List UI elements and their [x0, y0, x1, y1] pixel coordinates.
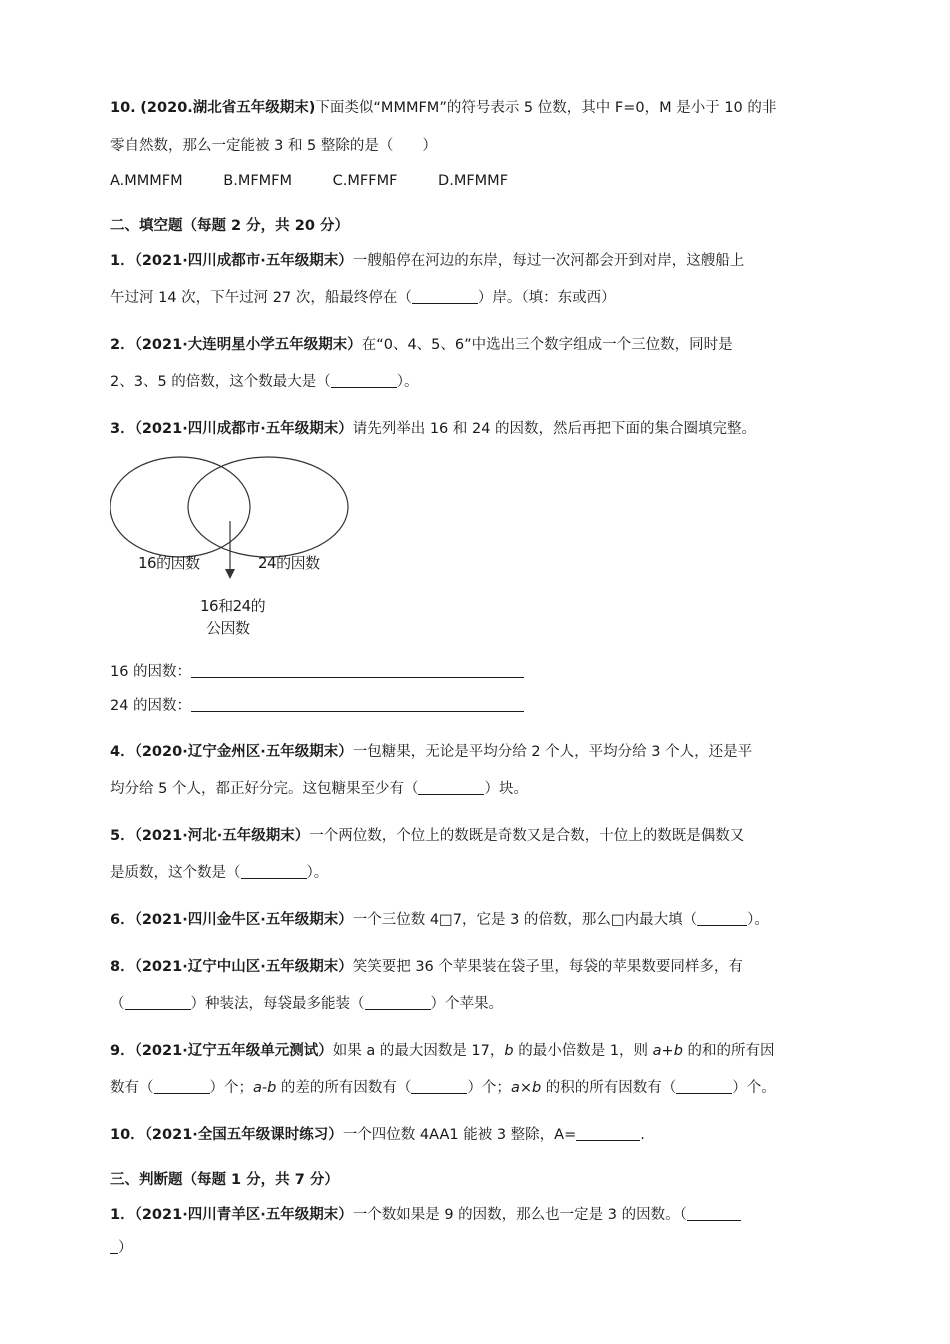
option-a: A.MMMFM — [110, 173, 183, 189]
s2-q2-line1 — [110, 333, 733, 357]
question-text: 下面类似“MMMFM”的符号表示 5 位数，其中 F=0，M 是小于 10 的非 — [315, 100, 777, 116]
q10-options — [110, 169, 544, 193]
venn-diagram — [110, 455, 370, 645]
factors-24-row: 24 的因数： — [110, 694, 524, 718]
factors-16-blank[interactable] — [191, 663, 524, 678]
venn-label-24: 24的因数 — [258, 554, 320, 572]
section2-title: 二、填空题（每题 2 分，共 20 分） — [110, 218, 349, 234]
answer-blank[interactable] — [676, 1079, 732, 1094]
question-number: 4． — [110, 744, 135, 760]
s2-q2-line2: 2、3、5 的倍数，这个数最大是（ ）。 — [110, 374, 419, 390]
s3-q1-line1: 1．（2021·四川青羊区·五年级期末）一个数如果是 9 的因数，那么也一定是 3 的因数。（ — [110, 1203, 741, 1227]
answer-blank-cont[interactable] — [110, 1239, 118, 1254]
venn-label-common1: 16和24的 — [200, 597, 266, 615]
answer-blank[interactable] — [687, 1206, 741, 1221]
question-number: 8． — [110, 959, 135, 975]
q10-choice-line2: 零自然数，那么一定能被 3 和 5 整除的是（ ） — [110, 138, 437, 154]
answer-blank[interactable] — [365, 995, 431, 1010]
question-text: 请先列举出 16 和 24 的因数，然后再把下面的集合圈填完整。 — [352, 421, 757, 437]
answer-blank[interactable] — [576, 1126, 640, 1141]
s2-q5-line1 — [110, 824, 744, 848]
s2-q1-line1 — [110, 249, 744, 273]
factors-16-row: 16 的因数： — [110, 660, 524, 684]
question-number: 10. — [110, 100, 136, 116]
question-text: 一个两位数，个位上的数既是奇数又是合数，十位上的数既是偶数又 — [309, 828, 745, 844]
s2-q6-line1: 6．（2021·四川金牛区·五年级期末）一个三位数 4□7，它是 3 的倍数，那么□内最大填（ ）。 — [110, 912, 769, 928]
s3-q1-line2: ） — [110, 1236, 133, 1260]
answer-blank[interactable] — [154, 1079, 210, 1094]
question-source: （2021·四川青羊区·五年级期末） — [134, 1207, 353, 1223]
s2-q10-line1: 10．（2021·全国五年级课时练习）一个四位数 4AA1 能被 3 整除，A= . — [110, 1127, 645, 1143]
factors-24-blank[interactable] — [191, 697, 524, 712]
venn-label-16: 16的因数 — [138, 554, 200, 572]
question-text: 一艘船停在河边的东岸，每过一次河都会开到对岸，这艘船上 — [352, 253, 745, 269]
question-text: 一包糖果，无论是平均分给 2 个人，平均分给 3 个人，还是平 — [352, 744, 753, 760]
answer-blank[interactable] — [697, 911, 747, 926]
s2-q3-line1 — [110, 417, 756, 441]
s2-q5-line2: 是质数，这个数是（ ）。 — [110, 865, 329, 881]
answer-blank[interactable] — [241, 864, 307, 879]
question-number: 5． — [110, 828, 135, 844]
s2-q8-line1 — [110, 955, 743, 979]
question-number: 2． — [110, 337, 135, 353]
question-text: 在“0、4、5、6”中选出三个数字组成一个三位数，同时是 — [361, 337, 733, 353]
question-number: 9． — [110, 1043, 135, 1059]
question-number: 6． — [110, 912, 135, 928]
question-number: 1． — [110, 253, 135, 269]
question-number: 10． — [110, 1127, 145, 1143]
q10-choice-line1 — [110, 96, 776, 120]
question-source: （2021·四川成都市·五年级期末） — [134, 253, 353, 269]
s2-q9-line1: 9．（2021·辽宁五年级单元测试）如果 a 的最大因数是 17，b 的最小倍数是 1，则 a+b 的和的所有因 — [110, 1043, 775, 1059]
question-source: （2021·辽宁中山区·五年级期末） — [134, 959, 353, 975]
question-source: （2020·辽宁金州区·五年级期末） — [134, 744, 353, 760]
question-source: （2021·辽宁五年级单元测试） — [134, 1043, 333, 1059]
question-number: 1． — [110, 1207, 135, 1223]
question-source: (2020.湖北省五年级期末) — [140, 100, 316, 116]
venn-label-common2: 公因数 — [206, 619, 250, 637]
question-source: （2021·四川成都市·五年级期末） — [134, 421, 353, 437]
answer-blank[interactable] — [331, 373, 397, 388]
answer-blank[interactable] — [125, 995, 191, 1010]
question-number: 3． — [110, 421, 135, 437]
option-b: B.MFMFM — [223, 173, 293, 189]
s2-q1-line2: 午过河 14 次，下午过河 27 次，船最终停在（ ）岸。（填：东或西） — [110, 290, 616, 306]
option-d: D.MFMMF — [438, 173, 509, 189]
answer-blank[interactable] — [412, 289, 478, 304]
s2-q9-line2: 数有（ ）个；a-b 的差的所有因数有（ ）个；a×b 的积的所有因数有（ ）个。 — [110, 1080, 776, 1096]
option-c: C.MFFMF — [332, 173, 398, 189]
s2-q8-line2: （ ）种装法，每袋最多能装（ ）个苹果。 — [110, 996, 503, 1012]
answer-blank[interactable] — [418, 780, 484, 795]
s2-q4-line1 — [110, 740, 752, 764]
question-source: （2021·四川金牛区·五年级期末） — [134, 912, 353, 928]
s2-q4-line2: 均分给 5 个人，都正好分完。这包糖果至少有（ ）块。 — [110, 781, 528, 797]
section3-title: 三、判断题（每题 1 分，共 7 分） — [110, 1172, 339, 1188]
question-source: （2021·河北·五年级期末） — [134, 828, 310, 844]
question-source: （2021·全国五年级课时练习） — [144, 1127, 343, 1143]
answer-blank[interactable] — [411, 1079, 467, 1094]
question-source: （2021·大连明星小学五年级期末） — [134, 337, 362, 353]
question-text: 笑笑要把 36 个苹果装在袋子里，每袋的苹果数要同样多，有 — [352, 959, 743, 975]
